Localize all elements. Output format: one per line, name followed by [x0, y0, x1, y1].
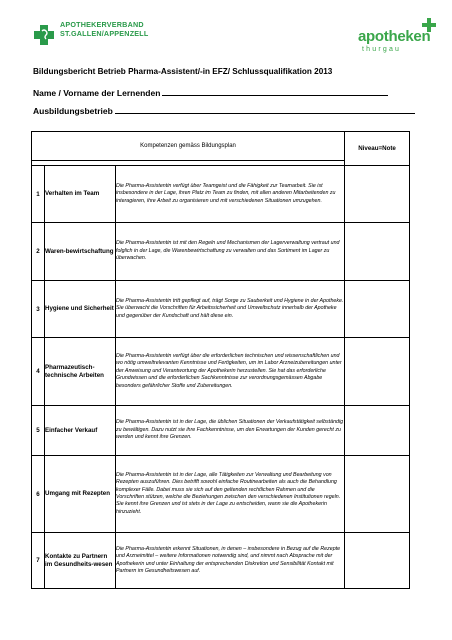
table-row [32, 533, 410, 589]
row-number: 1 [32, 166, 45, 223]
competence-name: Hygiene und Sicherheit [45, 281, 116, 338]
competence-table [31, 131, 410, 589]
name-label: Name / Vorname der Lernenden [33, 88, 161, 98]
grade-cell[interactable] [345, 223, 410, 281]
table-row [32, 281, 410, 338]
competence-description: Die Pharma-Assistentin verfügt über die erforderlichen technischen und wissenschaftlichen und wo nötig umweltrelevanten Kenntnisse und Fertigkeiten, um im Labor Arzneizubereitungen unter der Anweisung und Verantwortung der Apothekerin herzustellen. Sie hat das erforderliche Grundwissen und die erforderlichen Sachkenntnisse zur verordnungsgemässen Abgabe besonders gefährlicher Stoffe und Zubereitungen. [116, 338, 345, 406]
betrieb-field [33, 106, 415, 116]
row-number: 5 [32, 406, 45, 456]
table-row [32, 166, 410, 223]
association-logo [33, 20, 148, 46]
competence-name: Waren-bewirtschaftung [45, 223, 116, 281]
grade-cell[interactable] [345, 533, 410, 589]
grade-cell[interactable] [345, 338, 410, 406]
association-name-line2: ST.GALLEN/APPENZELL [60, 29, 149, 38]
table-row [32, 223, 410, 281]
competence-description: Die Pharma-Assistentin tritt gepflegt auf, trägt Sorge zu Sauberkeit und Hygiene in der Apotheke. Sie überwacht die Vorschriften für Arbeitssicherheit und Umweltschutz innerhalb der Apotheke und gegenüber der Kundschaft und hält diese ein. [116, 281, 345, 338]
row-number: 6 [32, 456, 45, 533]
table-header-row [32, 132, 410, 161]
competence-name: Umgang mit Rezepten [45, 456, 116, 533]
row-number: 3 [32, 281, 45, 338]
header-grade: Niveau=Note [345, 132, 410, 166]
table-row [32, 406, 410, 456]
competence-description: Die Pharma-Assistentin erkennt Situationen, in denen – insbesondere in Bezug auf die Rezepte und Arzneimittel – weitere Informationen notwendig sind, und nimmt nach Absprache mit der Apothekerin und unter Einhaltung der entsprechenden Diskretion und Sensibilität Kontakt mit Partnern im Gesundheitswesen auf. [116, 533, 345, 589]
name-input-line[interactable] [162, 94, 388, 96]
row-number: 7 [32, 533, 45, 589]
table-row [32, 338, 410, 406]
apotheken-thurgau-logo [358, 18, 438, 52]
row-number: 2 [32, 223, 45, 281]
betrieb-label: Ausbildungsbetrieb [33, 106, 113, 116]
competence-description: Die Pharma-Assistentin ist in der Lage, die üblichen Situationen der Verkaufstätigkeit selbständig zu bewältigen. Dazu nutzt sie ihre Fachkenntnisse, um den Erwartungen der Kunden gerecht zu werden und kennt ihre Grenzen. [116, 406, 345, 456]
grade-cell[interactable] [345, 281, 410, 338]
competence-name: Kontakte zu Partnern im Gesundheits-wesen [45, 533, 116, 589]
document-title: Bildungsbericht Betrieb Pharma-Assistent/-in EFZ/ Schlussqualifikation 2013 [33, 67, 333, 76]
grade-cell[interactable] [345, 166, 410, 223]
competence-description: Die Pharma-Assistentin ist mit den Regeln und Mechanismen der Lagerverwaltung vertraut und folglich in der Lage, die Warenbewirtschaftung zu verwalten und das Sortiment im Lager zu überwachen. [116, 223, 345, 281]
grade-cell[interactable] [345, 406, 410, 456]
page-header [0, 0, 452, 70]
name-field [33, 88, 388, 98]
brand-name: apotheken [358, 28, 431, 45]
pharmacy-cross-icon [33, 24, 55, 46]
association-name-line1: APOTHEKERVERBAND [60, 20, 144, 29]
competence-name: Pharmazeutisch-technische Arbeiten [45, 338, 116, 406]
competence-description: Die Pharma-Assistentin ist in der Lage, alle Tätigkeiten zur Verwaltung und Bearbeitung von Rezepten auszuführen. Dies betrifft sowohl einfache Routinearbeiten als auch die Behandlung komplexer Fälle. Dabei muss sie sich auf den geltenden rechtlichen Rahmen und die Vorschriften stützen, welche die Beziehungen zwischen den verschiedenen Institutionen regeln. Sie kennt ihre Grenzen und ist stets in der Lage zu entscheiden, wann sie die Apothekerin hinzuzieht. [116, 456, 345, 533]
grade-cell[interactable] [345, 456, 410, 533]
competence-name: Verhalten im Team [45, 166, 116, 223]
row-number: 4 [32, 338, 45, 406]
brand-region: thurgau [362, 46, 402, 53]
competence-description: Die Pharma-Assistentin verfügt über Teamgeist und die Fähigkeit zur Teamarbeit. Sie ist insbesondere in der Lage, ihren Platz im Team zu finden, mit allen anderen Mitarbeitenden zu interagieren, ihre Arbeit zu organisieren und mit verschiedenen Situationen umzugehen. [116, 166, 345, 223]
table-row [32, 456, 410, 533]
betrieb-input-line[interactable] [115, 112, 415, 114]
competence-name: Einfacher Verkauf [45, 406, 116, 456]
header-competences: Kompetenzen gemäss Bildungsplan [32, 132, 345, 161]
